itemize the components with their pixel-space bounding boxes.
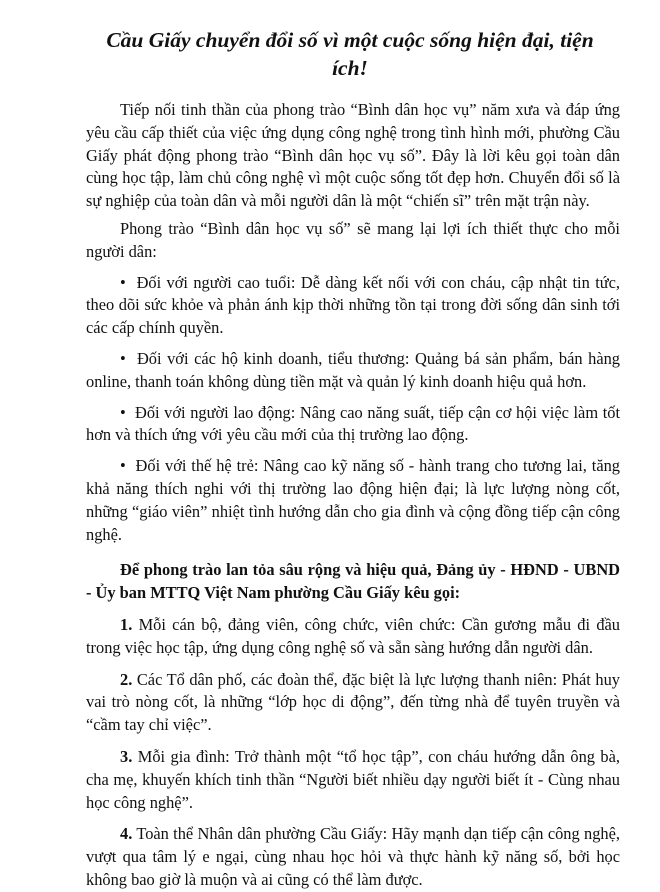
benefit-business-text: Đối với các hộ kinh doanh, tiểu thương: Quảng bá sản phẩm, bán hàng online, thanh toán không dùng tiền mặt và quản lý kinh doanh hiệu quả hơn.	[86, 348, 620, 391]
action-text: Mỗi gia đình: Trở thành một “tổ học tập”, con cháu hướng dẫn ông bà, cha mẹ, khuyến khích tinh thần “Người biết nhiều dạy người biết ít - Cùng nhau học công nghệ”.	[86, 746, 620, 812]
benefit-youth-paragraph	[86, 455, 620, 546]
action-text: Các Tổ dân phố, các đoàn thể, đặc biệt là lực lượng thanh niên: Phát huy vai trò nòng cốt, là những “lớp học di động”, đến từng nhà để tuyên truyền và “cầm tay chỉ việc”.	[86, 669, 620, 735]
benefit-business-paragraph	[86, 348, 620, 394]
action-text: Mỗi cán bộ, đảng viên, công chức, viên chức: Cần gương mẫu đi đầu trong việc học tập, ứng dụng công nghệ số và sẵn sàng hướng dẫn người dân.	[86, 614, 620, 657]
benefit-elderly-paragraph	[86, 272, 620, 340]
benefit-workers-paragraph	[86, 402, 620, 448]
benefits-lead-paragraph: Phong trào “Bình dân học vụ số” sẽ mang lại lợi ích thiết thực cho mỗi người dân:	[86, 218, 620, 261]
intro-paragraph: Tiếp nối tinh thần của phong trào “Bình dân học vụ” năm xưa và đáp ứng yêu cầu cấp thiết của việc ứng dụng công nghệ trong tình hình mới, phường Cầu Giấy phát động phong trào “Bình dân học vụ số”. Đây là lời kêu gọi toàn dân cùng học tập, làm chủ công nghệ vì một cuộc sống tốt đẹp hơn. Chuyển đổi số là sự nghiệp của toàn dân và mỗi người dân là một “chiến sĩ” trên mặt trận này.	[86, 100, 620, 211]
action-item-1	[86, 614, 620, 660]
action-number: 1.	[120, 614, 133, 634]
callout-paragraph: Để phong trào lan tỏa sâu rộng và hiệu quả, Đảng ủy - HĐND - UBND - Ủy ban MTTQ Việt Nam phường Cầu Giấy kêu gọi:	[86, 560, 620, 603]
page-title: Cầu Giấy chuyển đổi số vì một cuộc sống hiện đại, tiện ích!	[106, 28, 594, 80]
action-number: 3.	[120, 746, 133, 766]
bullet-marker: •	[120, 348, 126, 368]
benefit-elderly-text: Đối với người cao tuổi: Dễ dàng kết nối với con cháu, cập nhật tin tức, theo dõi sức khỏe và phản ánh kịp thời những tồn tại trong đời sống dân sinh tới các cấp chính quyền.	[86, 272, 620, 338]
action-item-2	[86, 669, 620, 737]
benefit-youth-text: Đối với thế hệ trẻ: Nâng cao kỹ năng số - hành trang cho tương lai, tăng khả năng thích nghi với thị trường lao động hiện đại; là lực lượng nòng cốt, những “giáo viên” nhiệt tình hướng dẫn cho gia đình và cộng đồng tiếp cận công nghệ.	[86, 456, 620, 544]
bullet-marker: •	[120, 402, 126, 422]
action-number: 2.	[120, 669, 133, 689]
action-item-3	[86, 746, 620, 814]
bullet-marker: •	[120, 456, 126, 476]
action-number: 4.	[120, 824, 133, 844]
benefit-workers-text: Đối với người lao động: Nâng cao năng suất, tiếp cận cơ hội việc làm tốt hơn và thích ứng với yêu cầu mới của thị trường lao động.	[86, 402, 620, 445]
action-item-4	[86, 823, 620, 891]
action-text: Toàn thể Nhân dân phường Cầu Giấy: Hãy mạnh dạn tiếp cận công nghệ, vượt qua tâm lý e ngại, cùng nhau học hỏi và thực hành kỹ năng số, bởi học không bao giờ là muộn và ai cũng có thể làm được.	[86, 824, 620, 889]
bullet-marker: •	[120, 272, 126, 292]
